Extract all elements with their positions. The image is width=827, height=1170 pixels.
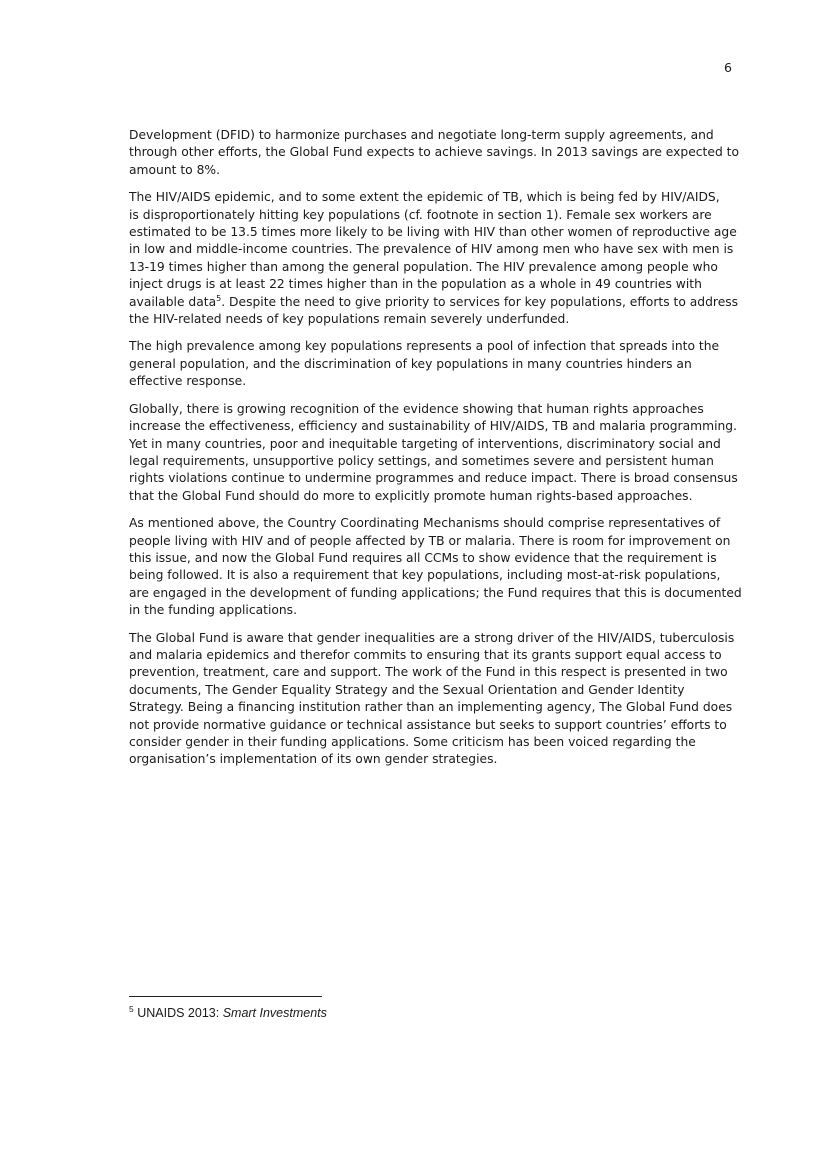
- paragraph-high-prevalence: [129, 338, 733, 390]
- text-line: general population, and the discrimination of key populations in many countries hinders an: [129, 356, 692, 371]
- paragraph-savings: [129, 127, 739, 179]
- text-line: organisation’s implementation of its own gender strategies.: [129, 752, 498, 767]
- text-line: and malaria epidemics and therefor commits to ensuring that its grants support equal access to: [129, 647, 722, 662]
- text-line: increase the effectiveness, efficiency and sustainability of HIV/AIDS, TB and malaria programming.: [129, 419, 738, 434]
- text-line: estimated to be 13.5 times more likely to be living with HIV than other women of reproductive age: [129, 225, 737, 240]
- paragraph-ccm: [129, 515, 742, 619]
- paragraph-key-populations: [129, 189, 739, 328]
- footnote-source: UNAIDS 2013:: [137, 1006, 223, 1020]
- text-line: documents, The Gender Equality Strategy and the Sexual Orientation and Gender Identity: [129, 682, 685, 697]
- footnote-reference[interactable]: 5: [216, 293, 222, 303]
- text-line: Globally, there is growing recognition of the evidence showing that human rights approaches: [129, 401, 704, 416]
- footnote-marker: 5: [129, 1003, 134, 1014]
- text-line: being followed. It is also a requirement that key populations, including most-at-risk populations,: [129, 568, 721, 583]
- page-number: 6: [724, 60, 732, 75]
- text-fragment: available data: [129, 294, 217, 309]
- text-line: Yet in many countries, poor and inequitable targeting of interventions, discriminatory social and: [129, 436, 721, 451]
- text-line: in low and middle-income countries. The prevalence of HIV among men who have sex with men is: [129, 242, 734, 257]
- text-line: The Global Fund is aware that gender inequalities are a strong driver of the HIV/AIDS, tuberculosis: [129, 630, 735, 645]
- body-text: [129, 127, 742, 779]
- paragraph-human-rights: [129, 401, 738, 505]
- text-line: The high prevalence among key populations represents a pool of infection that spreads into the: [129, 339, 720, 354]
- text-line: this issue, and now the Global Fund requires all CCMs to show evidence that the requirement is: [129, 550, 717, 565]
- text-line: The HIV/AIDS epidemic, and to some extent the epidemic of TB, which is being fed by HIV/AIDS,: [129, 190, 720, 205]
- footnote: [129, 1003, 327, 1020]
- footnote-title: Smart Investments: [222, 1006, 327, 1020]
- text-line: Strategy. Being a financing institution rather than an implementing agency, The Global Fund does: [129, 700, 733, 715]
- text-line: As mentioned above, the Country Coordinating Mechanisms should comprise representatives of: [129, 516, 721, 531]
- text-line: are engaged in the development of funding applications; the Fund requires that this is documented: [129, 585, 742, 600]
- text-line: the HIV-related needs of key populations remain severely underfunded.: [129, 312, 570, 327]
- text-line: not provide normative guidance or technical assistance but seeks to support countries’ efforts to: [129, 717, 727, 732]
- footnote-separator: [129, 996, 322, 997]
- text-line: that the Global Fund should do more to explicitly promote human rights-based approaches.: [129, 488, 693, 503]
- text-line: prevention, treatment, care and support. The work of the Fund in this respect is presented in two: [129, 665, 728, 680]
- text-line: effective response.: [129, 374, 247, 389]
- text-line: is disproportionately hitting key populations (cf. footnote in section 1). Female sex workers are: [129, 207, 712, 222]
- text-line: people living with HIV and of people affected by TB or malaria. There is room for improvement on: [129, 533, 731, 548]
- paragraph-gender: [129, 630, 733, 769]
- text-line-with-footnote: [129, 293, 739, 311]
- text-line: inject drugs is at least 22 times higher than in the population as a whole in 49 countries with: [129, 277, 702, 292]
- text-line: through other efforts, the Global Fund expects to achieve savings. In 2013 savings are expected to: [129, 145, 739, 160]
- text-line: legal requirements, unsupportive policy settings, and sometimes severe and persistent human: [129, 453, 714, 468]
- text-line: amount to 8%.: [129, 162, 221, 177]
- text-line: rights violations continue to undermine programmes and reduce impact. There is broad consensus: [129, 471, 738, 486]
- text-line: in the funding applications.: [129, 603, 298, 618]
- text-line: Development (DFID) to harmonize purchases and negotiate long-term supply agreements, and: [129, 128, 714, 142]
- text-fragment: . Despite the need to give priority to services for key populations, efforts to address: [221, 294, 739, 309]
- text-line: 13-19 times higher than among the general population. The HIV prevalence among people who: [129, 259, 718, 274]
- text-line: consider gender in their funding applications. Some criticism has been voiced regarding the: [129, 735, 696, 749]
